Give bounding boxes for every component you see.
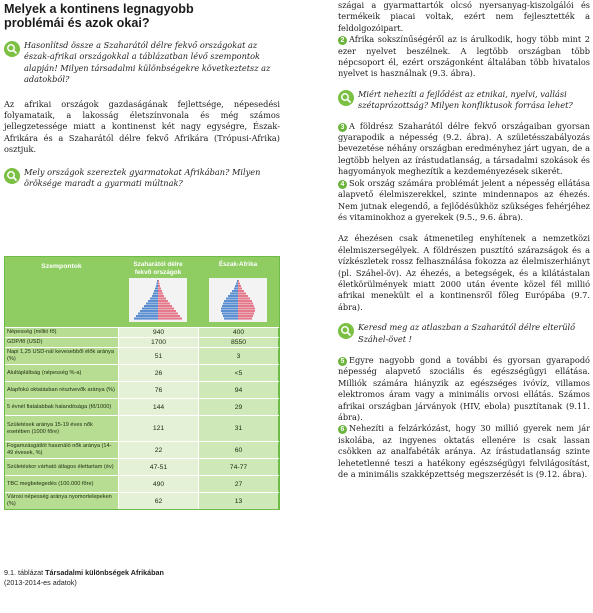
number-badge: 5 xyxy=(338,357,347,366)
task-ethnic xyxy=(338,89,590,112)
paragraph-education-text: Nehezíti a felzárkózást, hogy 30 millió gyerek nem jár iskolába, az ingyenes oktatás ellenére is csak lassan csökken az analfabéták aránya. Az írástudatlanság szinte lehetetlenné teszi a hatékony egészségügyi felvilágosítást, de a minimális szakképzettség megszerzését is (9.12. ábra). xyxy=(338,423,590,480)
table-row xyxy=(5,398,279,415)
row-label: Születéskor várható átlagos élettartam (év) xyxy=(5,459,118,475)
row-label: Alultápláltság (népesség %-a) xyxy=(5,365,118,381)
header-subsaharan-label: Szaharától délre fekvő országok xyxy=(133,261,183,276)
task-sahel xyxy=(338,322,590,345)
paragraph-population xyxy=(338,121,590,178)
value-subsaharan: 1700 xyxy=(118,338,198,347)
table-row xyxy=(5,475,279,492)
task-ethnic-text: Miért nehezíti a fejlődést az etnikai, nyelvi, vallási szétaprózottság? Milyen konfliktusok forrása lehet? xyxy=(358,88,573,111)
value-subsaharan: 51 xyxy=(118,348,198,364)
header-subsaharan xyxy=(118,257,198,327)
magnifier-icon xyxy=(338,90,354,106)
value-subsaharan: 940 xyxy=(118,328,198,337)
row-label: Alapfokú oktatásban résztvevők aránya (%) xyxy=(5,382,118,398)
paragraph-colonial: szágai a gyarmattartók olcsó nyersanyag-kiszolgálói és termékeik piacai voltak, ezért nem fejlesztették a feldolgozóipart. xyxy=(338,0,590,33)
task-compare xyxy=(4,40,280,86)
value-north-africa: 29 xyxy=(198,399,278,415)
task-colonies xyxy=(4,167,280,190)
row-label: Születések aránya 15-19 éves nők esetében (1000 főre) xyxy=(5,416,118,441)
table-body xyxy=(5,327,279,509)
value-north-africa: 74-77 xyxy=(198,459,278,475)
paragraph-population-text: A földrész Szaharától délre fekvő országaiban gyorsan gyarapodik a népesség (9.2. ábra). A születésszabályozás bevezetése néhány országban eredményhez járt ugyan, de a legtöbb helyen az írástudatlanság, a társadalmi szokások és hagyományok meghezítik a kezdeményezések sikerét. xyxy=(338,120,590,177)
paragraph-food-aid: Az éhezésen csak átmenetileg enyhítenek a nemzetközi élelmiszersegélyek. A földrészen pusztító szárazságok és a vízkészletek rossz felhasználása fokozza az élelmiszerhiányt (pl. Száhel-öv). Az éhezés, a betegségek, és a kilátástalan életkörülmények miatt 2000 után évente közel fél millió afrikai menekült el a kontinensről főleg Európába (9.7. ábra). xyxy=(338,233,590,312)
value-north-africa: 94 xyxy=(198,382,278,398)
table-row xyxy=(5,364,279,381)
row-label: Népesség (millió fő) xyxy=(5,328,118,337)
value-subsaharan: 144 xyxy=(118,399,198,415)
task-sahel-text: Keresd meg az atlaszban a Szaharától délre elterülő Száhel-övet ! xyxy=(358,322,576,344)
social-differences-table xyxy=(4,256,280,510)
caption-title: Társadalmi különbségek Afrikában xyxy=(45,568,164,577)
table-row xyxy=(5,381,279,398)
number-badge: 4 xyxy=(338,180,347,189)
row-label: Napi 1,25 USD-nál kevesebből élők aránya (%) xyxy=(5,348,118,364)
header-north-africa-label: Észak-Afrika xyxy=(218,261,258,268)
row-label: Városi népesség aránya nyomortelepeken (%) xyxy=(5,493,118,509)
value-subsaharan: 62 xyxy=(118,493,198,509)
value-north-africa: 13 xyxy=(198,493,278,509)
value-subsaharan: 47-51 xyxy=(118,459,198,475)
paragraph-health-text: Egyre nagyobb gond a további és gyorsan gyarapodó népesség alapvető szociális és egészségügyi ellátása. Milliók számára hiányzik az egészséges ivóvíz, villamos elektromos áram vagy a minimális orvosi ellátás. Számos afrikai országban járványok (HIV, ebola) pusztítanak (9.11. ábra). xyxy=(338,354,590,422)
row-label: TBC megbetegedés (100.000 főre) xyxy=(5,476,118,492)
table-row xyxy=(5,441,279,458)
value-north-africa: 400 xyxy=(198,328,278,337)
paragraph-languages xyxy=(338,34,590,80)
row-label: 5 évnél fiatalabbak halandósága (fő/1000) xyxy=(5,399,118,415)
table-row xyxy=(5,492,279,509)
value-north-africa: 31 xyxy=(198,416,278,441)
table-row xyxy=(5,458,279,475)
paragraph-hunger xyxy=(338,178,590,224)
value-subsaharan: 121 xyxy=(118,416,198,441)
left-column xyxy=(4,2,280,189)
number-badge: 3 xyxy=(338,123,347,132)
population-pyramid-north-africa xyxy=(209,278,267,322)
table-row xyxy=(5,327,279,337)
paragraph-languages-text: Afrika sokszínűségéről az is árulkodik, hogy több mint 2 ezer nyelvet beszélnek. A legtöbb országban több népcsoport él, ezért országonként általában több hivatalos nyelvet is használnak (9.3. ábra). xyxy=(338,34,590,79)
table-caption xyxy=(4,568,284,588)
value-subsaharan: 76 xyxy=(118,382,198,398)
table-row xyxy=(5,415,279,441)
table-row xyxy=(5,337,279,347)
intro-paragraph: Az afrikai országok gazdaságának fejlettsége, népesedési folyamataik, a lakosság életszínvonala és még számos jellegzetessége miatt a kontinenst két nagy egységre, Észak-Afrikára és a Szaharától délre fekvő Afrikára (Trópusi-Afrika) osztjuk. xyxy=(4,98,280,155)
magnifier-icon xyxy=(4,168,20,184)
value-north-africa: 8550 xyxy=(198,338,278,347)
magnifier-icon xyxy=(338,323,354,339)
population-pyramid-subsaharan xyxy=(129,278,187,322)
paragraph-health xyxy=(338,355,590,423)
value-north-africa: 3 xyxy=(198,348,278,364)
value-subsaharan: 26 xyxy=(118,365,198,381)
table-header xyxy=(5,257,279,327)
right-column xyxy=(338,0,590,480)
number-badge: 2 xyxy=(338,36,347,45)
value-north-africa: <5 xyxy=(198,365,278,381)
row-label: GDP/fő (USD) xyxy=(5,338,118,347)
value-subsaharan: 490 xyxy=(118,476,198,492)
caption-number: 9.1. táblázat xyxy=(4,568,44,577)
number-badge: 6 xyxy=(338,425,347,434)
paragraph-hunger-text: Sok ország számára problémát jelent a népesség ellátása alapvető élelmiszerekkel, szinte mindennapos az éhezés. Nem jutnak elegendő, a fejlődésükhöz szükséges fehérjéhez és vitaminokhoz a gyerekek (9.5., 9.6. ábra). xyxy=(338,177,590,222)
value-north-africa: 60 xyxy=(198,442,278,458)
header-north-africa xyxy=(198,257,278,327)
value-subsaharan: 22 xyxy=(118,442,198,458)
section-heading: Melyek a kontinens legnagyobb problémái és azok okai? xyxy=(4,2,194,30)
value-north-africa: 27 xyxy=(198,476,278,492)
task-colonies-text: Mely országok szereztek gyarmatokat Afrikában? Milyen öröksége maradt a gyarmati múltnak? xyxy=(24,166,261,189)
table-row xyxy=(5,347,279,364)
magnifier-icon xyxy=(4,41,20,57)
task-compare-text: Hasonlítsd össze a Szaharától délre fekvő országokat az észak-afrikai országokkal a táblázatban lévő szempontok alapján! Milyen társadalmi különbségekre következtetsz az adatokból? xyxy=(24,40,271,85)
paragraph-education xyxy=(338,423,590,480)
row-label: Fogamzásgátlót használó nők aránya (14-49 évesek, %) xyxy=(5,442,118,458)
caption-subtitle: (2013-2014-es adatok) xyxy=(4,578,77,587)
header-criteria: Szempontok xyxy=(41,263,82,270)
